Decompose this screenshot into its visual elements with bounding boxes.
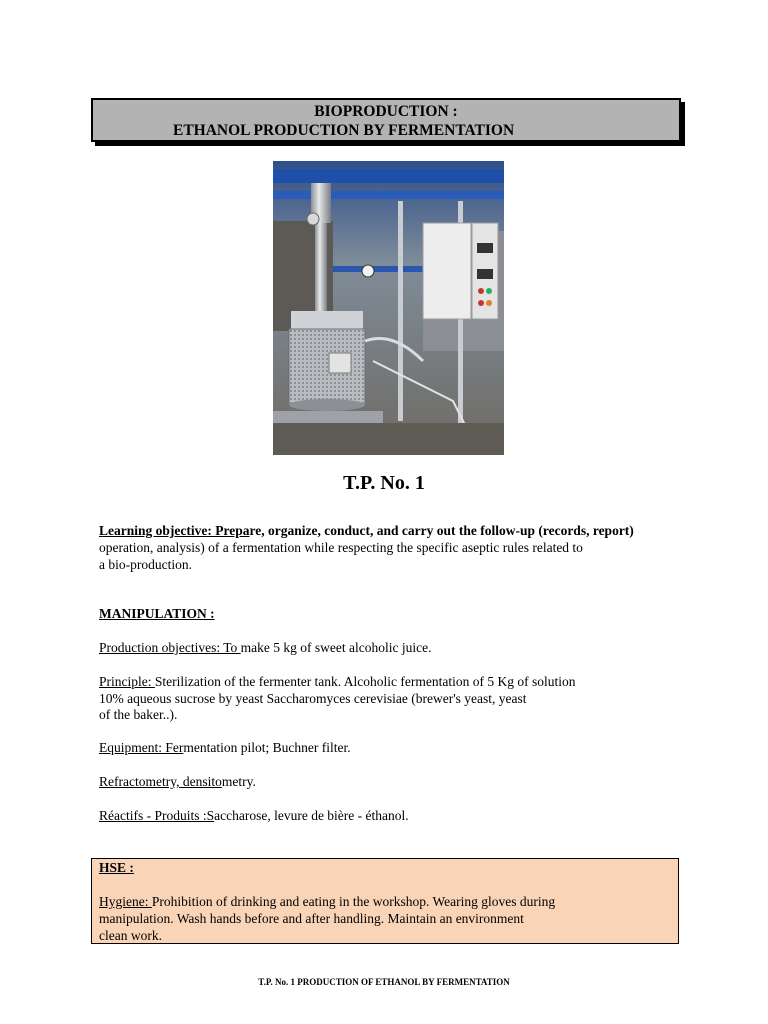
production-objectives-text: make 5 kg of sweet alcoholic juice. <box>240 640 432 655</box>
production-objectives <box>99 640 431 657</box>
hse-title: HSE : <box>99 860 134 875</box>
hse-text <box>99 893 555 944</box>
refractometry <box>99 774 256 791</box>
fermenter-photo <box>273 161 504 455</box>
refractometry-text: metry. <box>221 774 256 789</box>
reactifs-text: accharose, levure de bière - éthanol. <box>214 808 409 823</box>
learning-objective-label: Learning objective: Prepa <box>99 523 250 538</box>
tp-title: T.P. No. 1 <box>343 472 425 494</box>
reactifs <box>99 808 409 825</box>
hygiene-label: Hygiene: <box>99 894 152 909</box>
principle-text-1: Sterilization of the fermenter tank. Alcoholic fermentation of 5 Kg of solution <box>154 674 576 689</box>
manipulation-heading: MANIPULATION : <box>99 606 215 621</box>
refractometry-label: Refractometry, densito <box>99 774 222 789</box>
principle-line-3: of the baker..). <box>99 707 178 722</box>
principle-line-1 <box>99 674 576 691</box>
hygiene-line-1: Prohibition of drinking and eating in the workshop. Wearing gloves during <box>151 894 556 909</box>
production-objectives-label: Production objectives: To <box>99 640 241 655</box>
hygiene-line-3: clean work. <box>99 928 162 943</box>
equipment-text: mentation pilot; Buchner filter. <box>183 740 351 755</box>
principle-line-2: 10% aqueous sucrose by yeast Saccharomyces cerevisiae (brewer's yeast, yeast <box>99 691 527 706</box>
page-footer: T.P. No. 1 PRODUCTION OF ETHANOL BY FERMENTATION <box>258 977 510 987</box>
title-box <box>91 98 681 142</box>
principle-label: Principle: <box>99 674 155 689</box>
hygiene-line-2: manipulation. Wash hands before and after handling. Maintain an environment <box>99 911 524 926</box>
learning-objective-text: re, organize, conduct, and carry out the follow-up (records, report) <box>249 523 634 538</box>
title-line-2: ETHANOL PRODUCTION BY FERMENTATION <box>173 122 515 139</box>
learning-objective-line-3: a bio-production. <box>99 557 192 572</box>
equipment-label: Equipment: Fer <box>99 740 184 755</box>
reactifs-label: Réactifs - Produits :S <box>99 808 215 823</box>
hse-box <box>91 858 679 944</box>
learning-objective-line-1 <box>99 523 634 540</box>
title-line-1: BIOPRODUCTION : <box>314 103 458 120</box>
learning-objective-line-2: operation, analysis) of a fermentation while respecting the specific aseptic rules related to <box>99 540 583 555</box>
equipment <box>99 740 351 757</box>
